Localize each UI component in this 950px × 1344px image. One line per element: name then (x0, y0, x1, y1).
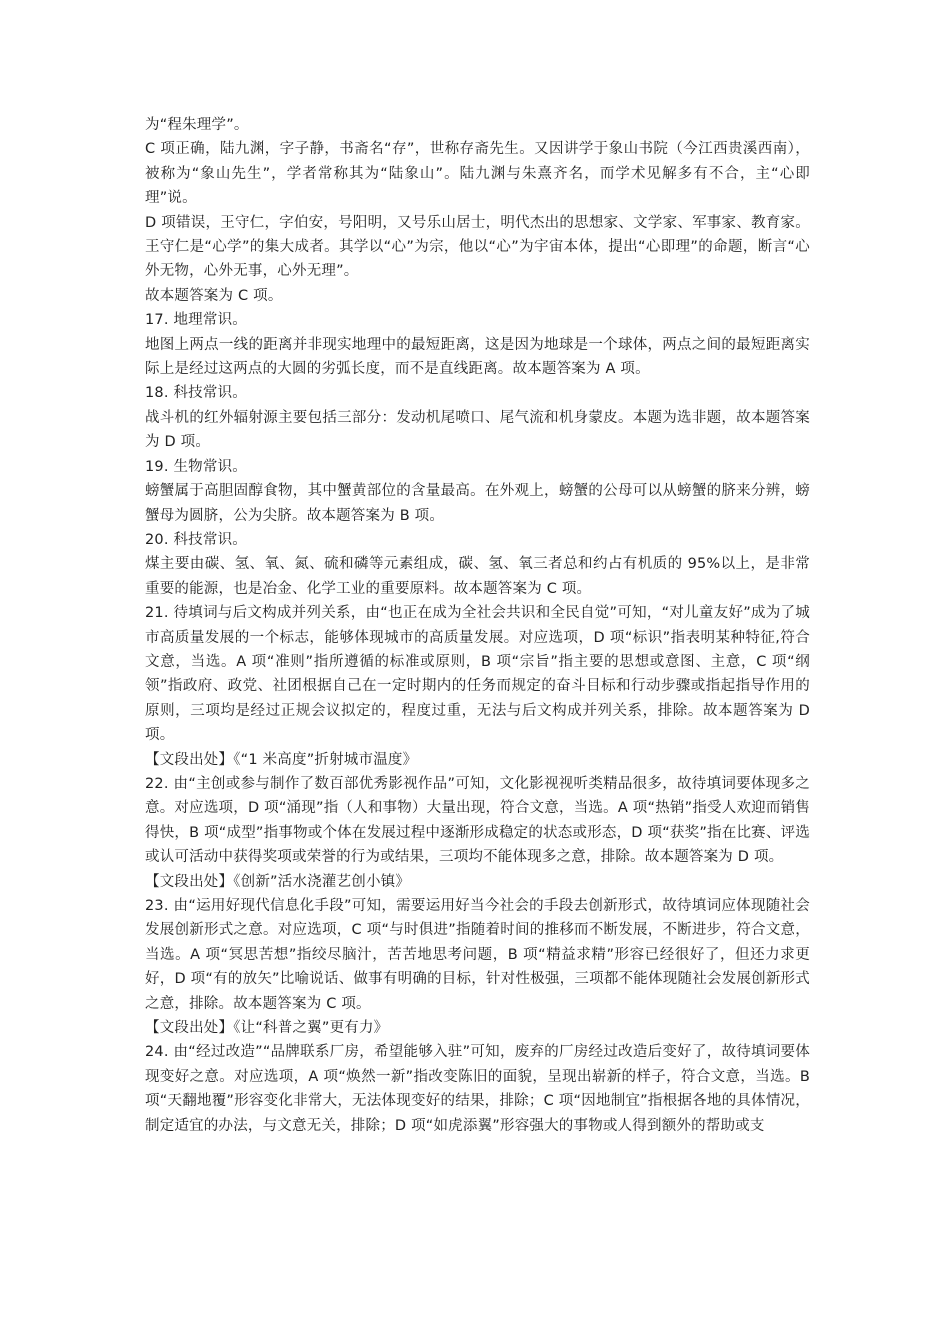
question-heading: 20. 科技常识。 (145, 531, 247, 548)
paragraph: 22. 由“主创或参与制作了数百部优秀影视作品”可知，文化影视视听类精品很多，故待填词要体现多之意。对应选项，D 项“涌现”指（人和事物）大量出现，符合文意，当选。A 项“热销”指受人欢迎而销售得快，B 项“成型”指事物或个体在发展过程中逐渐形成稳定的状态或形态，D 项“获奖”指在比赛、评选或认可活动中获得奖项或荣誉的行为或结果，三项均不能体现多之意，排除。故本题答案为 D 项。 (145, 775, 810, 866)
question-heading: 17. 地理常识。 (145, 312, 247, 329)
paragraph: 21. 待填词与后文构成并列关系，由“也正在成为全社会共识和全民自觉”可知，“对儿童友好”成为了城市高质量发展的一个标志，能够体现城市的高质量发展。对应选项，D 项“标识”指表明某种特征,符合文意，当选。A 项“准则”指所遵循的标准或原则，B 项“宗旨”指主要的思想或意图、主意，C 项“纲领”指政府、政党、社团根据自己在一定时期内的任务而规定的奋斗目标和行动步骤或指起指导作用的原则，三项均是经过正规会议拟定的，程度过重，无法与后文构成并列关系，排除。故本题答案为 D 项。 (145, 605, 810, 744)
question-heading: 19. 生物常识。 (145, 458, 247, 475)
paragraph: 23. 由“运用好现代信息化手段”可知，需要运用好当今社会的手段去创新形式，故待填词应体现随社会发展创新形式之意。对应选项，C 项“与时俱进”指随着时间的推移而不断发展，不断进步，符合文意，当选。A 项“冥思苦想”指绞尽脑汁，苦苦地思考问题，B 项“精益求精”形容已经很好了，但还力求更好，D 项“有的放矢”比喻说话、做事有明确的目标，针对性极强，三项都不能体现随社会发展创新形式之意，排除。故本题答案为 C 项。 (145, 898, 810, 1012)
question-heading: 18. 科技常识。 (145, 385, 247, 402)
paragraph: 螃蟹属于高胆固醇食物，其中蟹黄部位的含量最高。在外观上，螃蟹的公母可以从螃蟹的脐来分辨，螃蟹母为圆脐，公为尖脐。故本题答案为 B 项。 (145, 483, 810, 524)
paragraph: 24. 由“经过改造”“品牌联系厂房，希望能够入驻”可知，废弃的厂房经过改造后变好了，故待填词要体现变好之意。对应选项，A 项“焕然一新”指改变陈旧的面貌，呈现出崭新的样子，符合文意，当选。B 项“天翻地覆”形容变化非常大，无法体现变好的结果，排除；C 项“因地制宜”指根据各地的具体情况，制定适宜的办法，与文意无关，排除；D 项“如虎添翼”形容强大的事物或人得到额外的帮助或支 (145, 1044, 810, 1134)
paragraph: C 项正确，陆九渊，字子静，书斋名“存”，世称存斋先生。又因讲学于象山书院（今江西贵溪西南），被称为“象山先生”，学者常称其为“陆象山”。陆九渊与朱熹齐名，而学术见解多有不合，主“心即理”说。 (145, 141, 810, 207)
paragraph: 煤主要由碳、氢、氧、氮、硫和磷等元素组成，碳、氢、氧三者总和约占有机质的 95%以上，是非常重要的能源，也是冶金、化学工业的重要原料。故本题答案为 C 项。 (145, 556, 810, 597)
answer-explanation-text (145, 113, 810, 1138)
answer-line: 故本题答案为 C 项。 (145, 287, 283, 304)
paragraph: D 项错误，王守仁，字伯安，号阳明，又号乐山居士，明代杰出的思想家、文学家、军事家、教育家。王守仁是“心学”的集大成者。其学以“心”为宗，他以“心”为宇宙本体，提出“心即理”的命题，断言“心外无物，心外无事，心外无理”。 (145, 214, 810, 280)
source-line: 【文段出处】《让“科普之翼”更有力》 (145, 1020, 389, 1037)
source-line: 【文段出处】《创新”活水浇灌艺创小镇》 (145, 873, 411, 890)
paragraph: 为“程朱理学”。 (145, 117, 249, 133)
paragraph: 战斗机的红外辐射源主要包括三部分：发动机尾喷口、尾气流和机身蒙皮。本题为选非题，故本题答案为 D 项。 (145, 409, 810, 451)
paragraph: 地图上两点一线的距离并非现实地理中的最短距离，这是因为地球是一个球体，两点之间的最短距离实际上是经过这两点的大圆的劣弧长度，而不是直线距离。故本题答案为 A 项。 (145, 336, 810, 378)
source-line: 【文段出处】《“1 米高度”折射城市温度》 (145, 751, 418, 768)
